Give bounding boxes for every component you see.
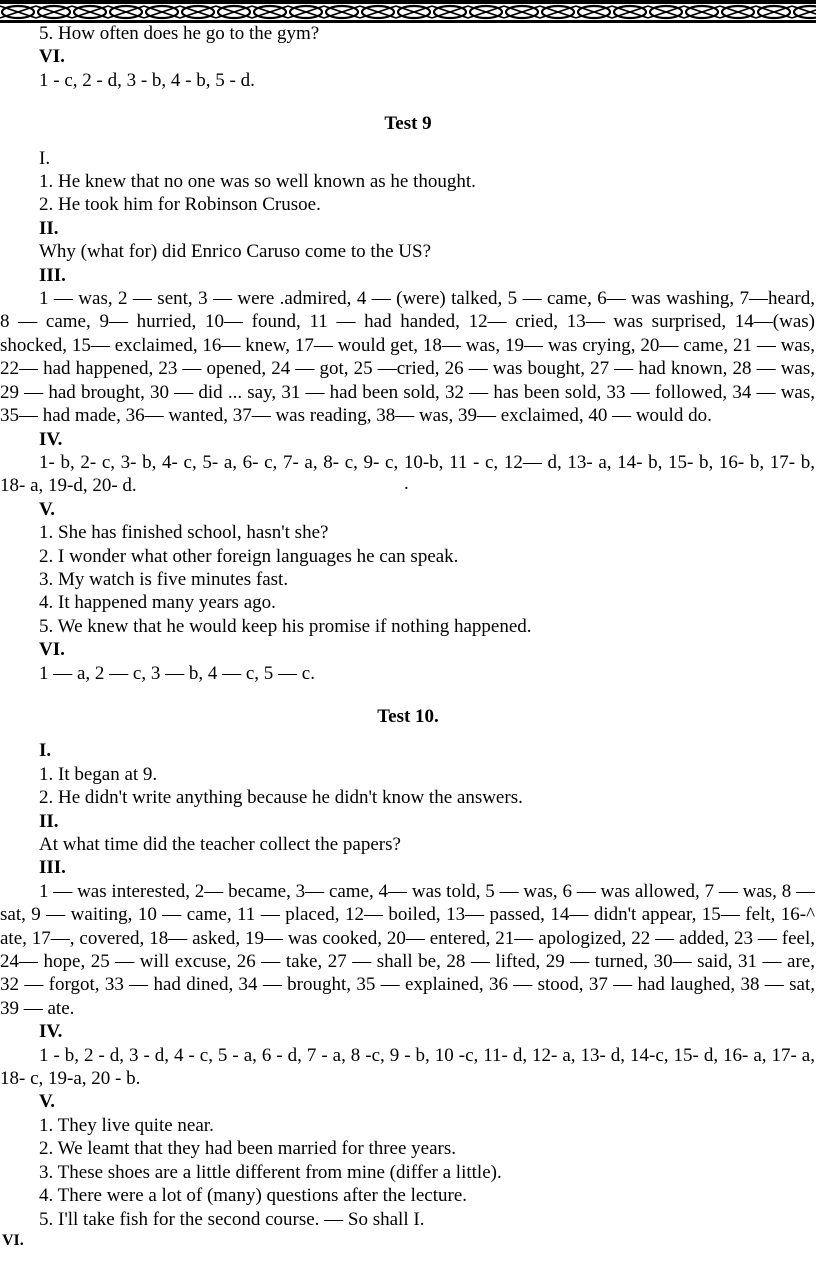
test10-section-vi-heading: VI. [2,1231,24,1249]
test9-v-item-2: 2. I wonder what other foreign languages he can speak. [39,545,459,567]
test9-section-iv-heading: IV. [39,428,63,450]
test10-v-item-5: 5. I'll take fish for the second course. — So shall I. [39,1208,425,1230]
test10-section-v-heading: V. [39,1091,56,1113]
test10-iv-answers: 1 - b, 2 - d, 3 - d, 4 - c, 5 - a, 6 - d, 7 - a, 8 -c, 9 - b, 10 -c, 11- d, 12- a, 13- d, 14-c, 15- d, 16- a, 17- a, 18- c, 19-a, 20 - b. [0,1044,815,1090]
test10-v-item-2: 2. We leamt that they had been married for three years. [39,1138,456,1160]
test9-section-v-heading: V. [39,498,56,520]
test10-i-item-2: 2. He didn't write anything because he didn't know the answers. [39,787,523,809]
test9-i-item-1: 1. He knew that no one was so well known as he thought. [39,171,476,193]
test9-section-ii-heading: II. [39,217,59,239]
test10-v-item-3: 3. These shoes are a little different from mine (differ a little). [39,1161,502,1183]
test10-iii-answers: 1 — was interested, 2— became, 3— came, 4— was told, 5 — was, 6 — was allowed, 7 — was, 8 — sat, 9 — waiting, 10 — came, 11 — placed, 12— boiled, 13— passed, 14— didn't appear, 15— felt, 16-^ ate, 17—, covered, 18— asked, 19— was cooked, 20— entered, 21— apologized, 22 — added, 23 — feel, 24— hope, 25 — will excuse, 26 — take, 27 — shall be, 28 — lifted, 29 — turned, 30— said, 31 — are, 32 — forgot, 33 — had dined, 34 — brought, 35 — explained, 36 — stood, 37 — had laughed, 38 — sat, 39 — ate. [0,880,815,1019]
test8-v-item-5: 5. How often does he go to the gym? [39,23,320,44]
test10-section-i-heading: I. [39,740,52,762]
test10-ii-question: At what time did the teacher collect the papers? [39,834,401,855]
answer-key-page [0,22,816,1251]
test8-section-vi-heading: VI. [39,46,65,68]
test8-vi-answers: 1 - c, 2 - d, 3 - b, 4 - b, 5 - d. [39,69,255,91]
test10-title: Test 10. [377,705,439,727]
test9-v-item-3: 3. My watch is five minutes fast. [39,568,289,590]
test9-i-item-2: 2. He took him for Robinson Crusoe. [39,194,321,216]
test9-v-item-5: 5. We knew that he would keep his promise if nothing happened. [39,615,532,637]
test9-iii-answers: 1 — was, 2 — sent, 3 — were .admired, 4 — (were) talked, 5 — came, 6— was washing, 7—heard, 8 — came, 9— hurried, 10— found, 11 — had handed, 12— cried, 13— was surprised, 14—(was) shocked, 15— exclaimed, 16— knew, 17— would get, 18— was, 19— was crying, 20— came, 21 — was, 22— had happened, 23 — opened, 24 — got, 25 —cried, 26 — was bought, 27 — had known, 28 — was, 29 — had brought, 30 — did ... say, 31 — had been sold, 32 — has been sold, 33 — followed, 34 — was, 35— had made, 36— wanted, 37— was reading, 38— was, 39— exclaimed, 40 — would do. [0,288,815,427]
test9-ii-question: Why (what for) did Enrico Caruso come to the US? [39,241,432,263]
test9-section-i-heading: I. [39,147,51,169]
test9-v-item-4: 4. It happened many years ago. [39,592,276,614]
test10-i-item-1: 1. It began at 9. [39,763,158,785]
test10-v-item-1: 1. They live quite near. [39,1114,214,1136]
test10-v-item-4: 4. There were a lot of (many) questions after the lecture. [39,1185,468,1207]
test9-v-item-1: 1. She has finished school, hasn't she? [39,522,329,544]
test9-section-vi-heading: VI. [39,639,65,661]
test10-section-ii-heading: II. [39,810,59,832]
test9-section-iii-heading: III. [39,264,66,286]
test9-title: Test 9 [384,113,432,135]
stray-dot: . [404,472,409,494]
test10-section-iii-heading: III. [39,857,66,879]
test9-iv-answers: 1- b, 2- c, 3- b, 4- c, 5- a, 6- c, 7- a, 8- c, 9- c, 10-b, 11 - c, 12— d, 13- a, 14- b, 15- b, 16- b, 17- b, 18- a, 19-d, 20- d. [0,451,815,497]
test9-vi-answers: 1 — a, 2 — c, 3 — b, 4 — c, 5 — c. [39,662,315,684]
test10-section-iv-heading: IV. [39,1021,63,1043]
